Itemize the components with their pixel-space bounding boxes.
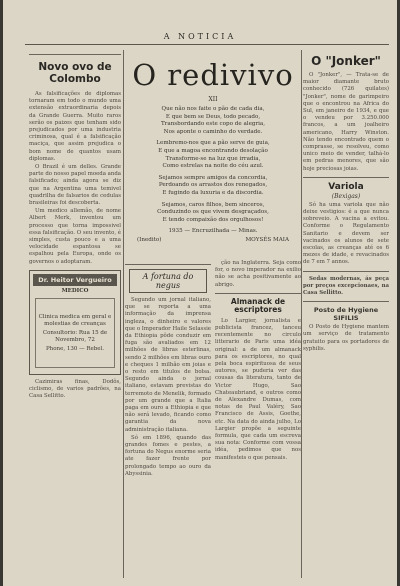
divider — [303, 271, 389, 272]
divider — [303, 301, 389, 302]
sketch-article — [125, 297, 211, 478]
silk-note — [303, 276, 389, 298]
verse: E tendo compaixão dos orgulhosos! — [162, 216, 264, 223]
verse: Nos aponte o caminho do verdade. — [163, 128, 263, 135]
ad-line: Phone, 130 — Rebel. — [45, 346, 105, 353]
divider — [29, 54, 121, 55]
verse: Como estrelas na noite do céu azul. — [162, 163, 264, 170]
almanack-lead — [215, 260, 301, 289]
paragraph: ção na Inglaterra. Seja como for, o novo imperador na exilio não se acha positivamente ao abrigo. — [215, 260, 301, 288]
verse: E que a magoa encontrando desolação — [158, 147, 268, 154]
poem — [125, 106, 301, 224]
left-column — [29, 50, 121, 586]
doctor-ad — [29, 270, 121, 375]
inedito-note: (Inedito) — [137, 236, 162, 243]
verse: E fugindo da luxuria e da discordia. — [162, 189, 264, 196]
verse: Que não nos faite o pão de cada dia, — [161, 106, 265, 112]
almanack-title: Almanack de escriptores — [230, 296, 286, 315]
stanza — [125, 175, 301, 198]
paragraph: O Brazil é um delles. Grande parte do nosso papel moeda anda falsificado; ainda agora se diz que na Argentina uma temivel quadrilha de falsarios de cedulas brasileiras foi descoberta. — [29, 164, 121, 207]
posto-title: Posto de Hygiene SIFILIS — [313, 306, 379, 323]
verse: Perdoando os arrastos dos renegados, — [158, 182, 268, 189]
right-headline: O "Jonker" — [311, 54, 381, 68]
stanza — [125, 202, 301, 225]
verse: Transbordando este copo de alegria, — [160, 121, 266, 128]
almanack-article — [215, 318, 301, 462]
poem-signature — [137, 237, 289, 243]
sketch-title: A fortuna do negus — [129, 269, 207, 293]
poem-numeral: XII — [208, 96, 218, 103]
verse: Sejamos sempre amigos da concordia, — [158, 174, 268, 181]
left-footer — [29, 379, 121, 401]
verse: Lembremo-nos que a pão serve de guia, — [156, 140, 270, 147]
center-column — [125, 50, 301, 586]
divider — [125, 264, 211, 265]
verse: E que bem se Deus, todo pecado, — [165, 113, 261, 120]
paragraph: Um medico allemão, de nome Albert Merk, inventou um processo que torna impossivel essa falsificação. O seu invento, é simples, custa pouco e a uma velocidade espantosa se espalhou pela Europa, onde os governos o adoptaram. — [29, 208, 121, 265]
right-article — [303, 72, 389, 173]
paragraph: As falsificações de diplomas tornaram em todo o mundo uma extensão extraordinaria depois da Grande Guerra. Muito raros serão os paizes que tenham sido prejudicados por uma industria criminosa, qual é a falsificação maciça, que assim prejudica o bom nome de quantos usam diplomas. — [29, 91, 121, 162]
ad-header: Dr. Heitor Vergueiro — [33, 274, 117, 286]
column-divider — [123, 50, 124, 578]
ad-role: MEDICO — [61, 287, 89, 294]
stanza — [125, 106, 301, 136]
stanza — [125, 140, 301, 170]
divider — [303, 177, 389, 178]
paragraph: O Posto de Hygiene mantem um serviço de tratamento gratuito para os portadores de syphilis. — [303, 324, 389, 352]
ad-line: Consultorio: Rua 15 de Novembro, 72 — [42, 330, 108, 344]
paragraph: Só ha uma variola que não deixe vestigios: é a que nunca sobreveio. A vacina a evitou. Conforme o Regulamento Sanitario e devem ser vacinados os alunos de sete escolas, as creanças até os 6 mezes de idade, e revacinados de 7 em 7 annos. — [303, 201, 389, 266]
newspaper-page — [3, 0, 397, 586]
paragraph: Segundo um jornal italiano, que se reporta a uma informação da imprensa ingleza, o dinheiro e valores que o Imperador Haile Selassie da Ethiopia pôde conduzir em fuga são avaliados em 12 milhões de libras esterlinas, sendo 2 milhões em libras ouro e cheques 1 milhão em joias e o resto em titulos de bolsa. Segundo ainda o jornal italiano, estavam previstas do terremoto de Menelik, formado por um grande que a Italia paga em ouro a Ethiopia e que não será levado, ficando como garantia da nova administração italiana. — [125, 297, 211, 433]
paragraph: Só em 1896, quando das grandes fomes e pestes, a fortuna do Negus enorme seria ate fazer frente por prolongado tempo ao ouro da Abyssinia. — [125, 434, 211, 477]
ad-box — [35, 298, 115, 368]
ad-line: Clinica medica em geral e molestias de creanças — [38, 314, 112, 328]
variola-article — [303, 202, 389, 267]
paragraph: O "Jonker", — Trata-se de maior diamante bruto conhecido (726 quilates) "Jonker", nome de garimpeiro que o encontrou na Africa do Sul, em janeiro de 1934, e que o vendeu por 3.250.000 francos, a um joalheiro americano, Harry Winston. Não tendo encontrado quem o comprasse, se resolveu, como unico meio de vender, talhá-lo em pedras menores, que são hoje preciosas joias. — [303, 72, 389, 172]
divider — [215, 293, 301, 294]
poem-author: MOYSÉS MAIA — [245, 236, 289, 243]
column-divider — [301, 50, 302, 578]
posto-article — [303, 324, 389, 353]
paragraph: Sedas modernas, ás peça por preços excepcionaes, na Casa Sellitto. — [303, 275, 389, 297]
left-article — [29, 91, 121, 266]
verse: Conduzindo os que vivem desgraçados, — [157, 209, 269, 216]
sketch-column — [125, 260, 211, 479]
poem-place-date: 1935 — Encruzilhada — Minas. — [168, 228, 258, 235]
paragraph: Cazimiras finas, Dodôs, ciclismo, de varios padrões, na Casa Sellitto. — [29, 378, 121, 400]
paragraph: Lo Largier, jornalista e publicista francez, tanceu recentemente no circulo litterario de Paris uma idéa original: a de um almanack para os escriptores, no qual pela boca espirituosa de seus autores, se puderia ver das cousas da literatura, tanto de Victor Hugo, Sao Chateaubriand, e outros como de Alexandre Dumas, com notas de Paul Valéry, Sao Francisco de Assis, Goethe, etc. Na data do ainda julho, Lo Largier propõe a seguinte formula, que cada um escreva sua nota: Conforme com vossa idéa, pedimos que nos manifesteis o que pensais. — [215, 317, 301, 461]
right-column — [303, 50, 389, 586]
left-headline: Novo ovo de Colombo — [38, 61, 112, 85]
poem-title: O redivivo — [132, 58, 294, 92]
masthead: A NOTICIA — [163, 32, 237, 41]
variola-title: Variola — [328, 181, 364, 192]
almanack-column — [215, 260, 301, 479]
verse: Transforme-se na luz que irradia, — [165, 155, 261, 162]
variola-subtitle: (Bexigas) — [331, 192, 361, 200]
verse: Sejamos, caros filhos, bem sinceros, — [161, 201, 265, 208]
masthead-rule — [25, 44, 389, 45]
center-subcolumns — [125, 260, 301, 479]
